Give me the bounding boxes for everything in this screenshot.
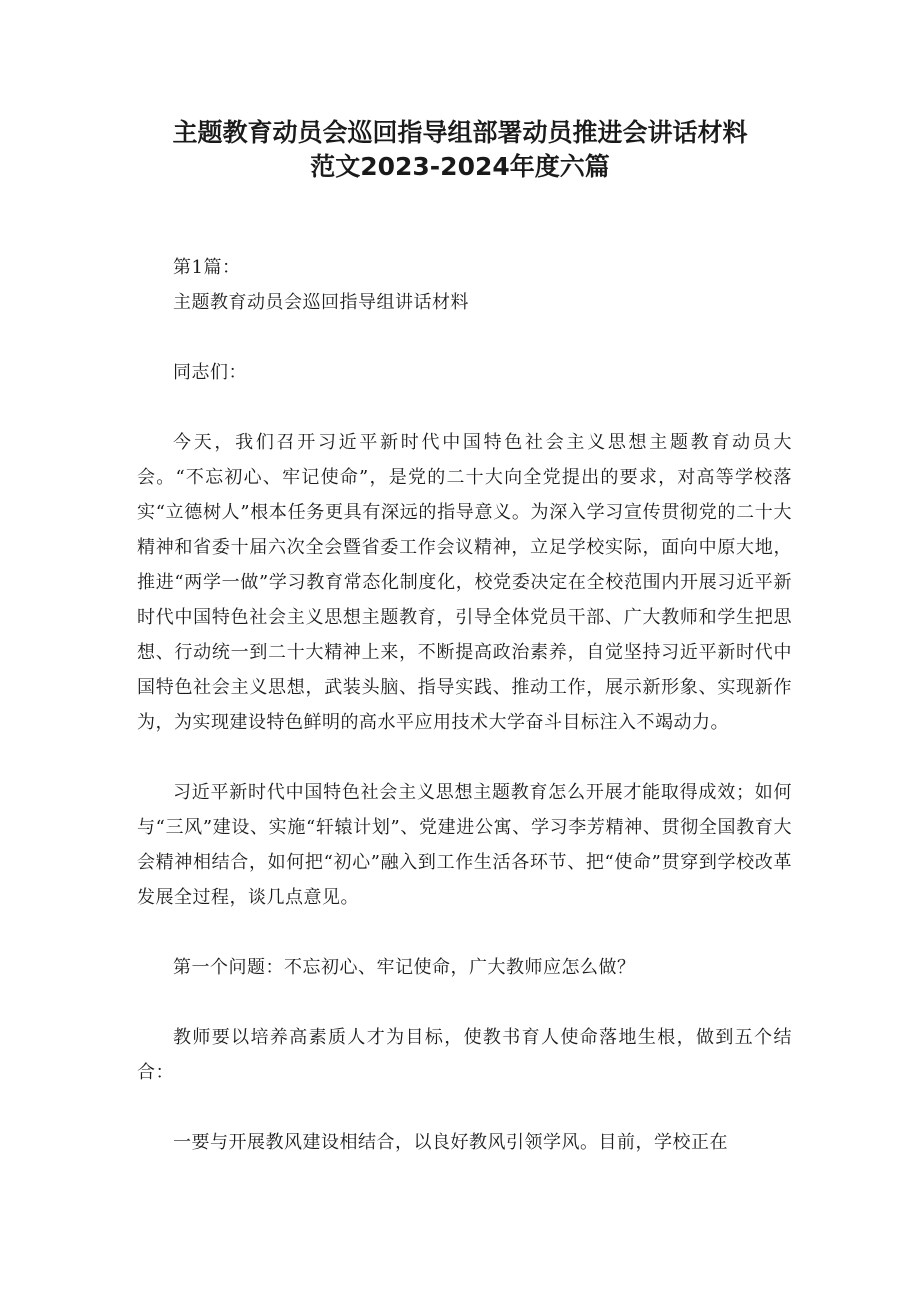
body-paragraph-4: 一要与开展教风建设相结合，以良好教风引领学风。目前，学校正在	[173, 1132, 728, 1153]
section-label: 第1篇：	[173, 257, 241, 278]
document-body	[137, 250, 792, 1160]
body-paragraph-1: 今天，我们召开习近平新时代中国特色社会主义思想主题教育动员大会。“不忘初心、牢记使命”，是党的二十大向全党提出的要求，对高等学校落实“立德树人”根本任务更具有深远的指导意义。为深入学习宣传贯彻党的二十大精神和省委十届六次全会暨省委工作会议精神，立足学校实际，面向中原大地，推进“两学一做”学习教育常态化制度化，校党委决定在全校范围内开展习近平新时代中国特色社会主义思想主题教育，引导全体党员干部、广大教师和学生把思想、行动统一到二十大精神上来，不断提高政治素养，自觉坚持习近平新时代中国特色社会主义思想，武装头脑、指导实践、推动工作，展示新形象、实现新作为，为实现建设特色鲜明的高水平应用技术大学奋斗目标注入不竭动力。	[137, 432, 792, 733]
title-line-2: 范文2023-2024年度六篇	[310, 152, 610, 181]
document-title	[130, 116, 790, 184]
body-paragraph-3: 教师要以培养高素质人才为目标，使教书育人使命落地生根，做到五个结合：	[137, 1027, 792, 1083]
section-subtitle: 主题教育动员会巡回指导组讲话材料	[173, 292, 469, 313]
salutation: 同志们：	[173, 362, 247, 383]
question-heading: 第一个问题：不忘初心、牢记使命，广大教师应怎么做？	[173, 957, 636, 978]
body-paragraph-2: 习近平新时代中国特色社会主义思想主题教育怎么开展才能取得成效；如何与“三风”建设、实施“轩辕计划”、党建进公寓、学习李芳精神、贯彻全国教育大会精神相结合，如何把“初心”融入到工作生活各环节、把“使命”贯穿到学校改革发展全过程，谈几点意见。	[137, 782, 792, 908]
title-line-1: 主题教育动员会巡回指导组部署动员推进会讲话材料	[172, 118, 748, 147]
